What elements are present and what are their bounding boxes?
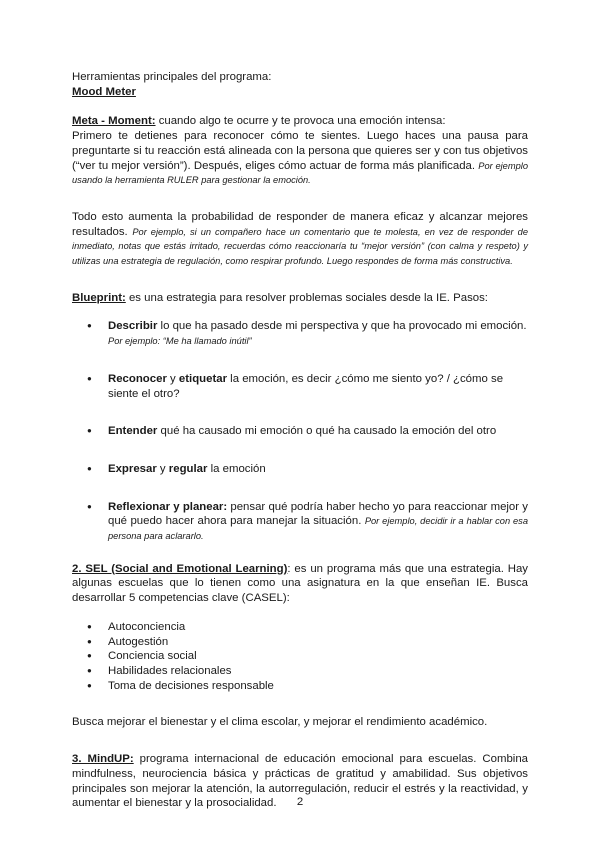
- blueprint-steps: [72, 319, 528, 543]
- list-item: ● Conciencia social: [72, 649, 528, 664]
- sel-label: 2. SEL (Social and Emotional Learning): [72, 562, 288, 575]
- step-keyword: Describir: [108, 320, 158, 333]
- meta-moment-paragraph: [72, 129, 528, 188]
- step-keyword: Reconocer: [108, 372, 167, 385]
- mood-meter-heading: Mood Meter: [72, 85, 136, 98]
- step-text: qué ha causado mi emoción o qué ha causado la emoción del otro: [157, 425, 497, 438]
- meta-moment-example: Por ejemplo usando la herramienta RULER para gestionar la emoción.: [72, 160, 528, 186]
- list-item: [72, 500, 528, 544]
- todo-text: Todo esto aumenta la probabilidad de responder de manera eficaz y alcanzar mejores resultados.: [72, 210, 528, 238]
- document-body: [72, 70, 528, 811]
- page-number: 2: [296, 796, 304, 808]
- step-text: y: [166, 372, 179, 385]
- list-item: ● Toma de decisiones responsable: [72, 679, 528, 694]
- mindup-text: programa internacional de educación emocional para escuelas. Combina mindfulness, neurociencia básica y prácticas de gratitud y amabilidad. Sus objetivos principales son mejorar la atención, la autorregulación, reducir el estrés y la reactividad, y aumentar el bienestar y la prosocialidad.: [72, 753, 528, 810]
- blueprint-label: Blueprint:: [72, 291, 126, 304]
- todo-example: Por ejemplo, si un compañero hace un comentario que te molesta, en vez de responder de inmediato, notas que estás irritado, recuerdas cómo reaccionaría tu “mejor versión” (con calma y respeto) y utilizas una estrategia de regulación, como respirar profundo. Luego respondes de forma más constructiva.: [72, 226, 528, 267]
- step-text: y: [156, 462, 169, 475]
- step-example: Por ejemplo, decidir ir a hablar con esa persona para aclararlo.: [108, 516, 529, 542]
- list-item: [72, 462, 528, 477]
- step-keyword: Reflexionar y planear:: [108, 500, 228, 513]
- step-keyword-2: regular: [168, 462, 208, 475]
- blueprint-line: [72, 291, 528, 306]
- step-text: pensar qué podría haber hecho yo para reaccionar mejor y qué puedo hacer ahora para manejar la situación.: [108, 500, 528, 528]
- list-item: [72, 319, 528, 348]
- meta-moment-label: Meta - Moment:: [72, 115, 156, 128]
- meta-moment-intro: cuando algo te ocurre y te provoca una emoción intensa:: [155, 115, 446, 128]
- list-item: [72, 424, 528, 439]
- meta-moment-heading-line: [72, 114, 528, 129]
- list-item: ● Autogestión: [72, 635, 528, 650]
- list-item: ● Habilidades relacionales: [72, 664, 528, 679]
- step-text-2: la emoción, es decir ¿cómo me siento yo? / ¿cómo se siente el otro?: [108, 372, 504, 400]
- todo-paragraph: [72, 210, 528, 269]
- list-item: ● Autoconciencia: [72, 620, 528, 635]
- step-text-2: la emoción: [207, 462, 266, 475]
- competencias-list: [72, 620, 528, 694]
- mindup-label: 3. MindUP:: [72, 753, 134, 766]
- sel-goal: Busca mejorar el bienestar y el clima escolar, y mejorar el rendimiento académico.: [72, 716, 488, 729]
- step-text: lo que ha pasado desde mi perspectiva y que ha provocado mi emoción.: [157, 320, 527, 333]
- sel-text: : es un programa más que una estrategia. Hay algunas escuelas que lo tienen como una asignatura en la que enseñan IE. Busca desarrollar 5 competencias clave (CASEL):: [72, 562, 528, 605]
- step-keyword-2: etiquetar: [178, 372, 228, 385]
- blueprint-text: es una estrategia para resolver problemas sociales desde la IE. Pasos:: [125, 291, 488, 304]
- step-example: Por ejemplo: “Me ha llamado inútil”: [108, 336, 252, 347]
- list-item: [72, 372, 528, 401]
- step-keyword: Entender: [108, 425, 158, 438]
- sel-paragraph: [72, 562, 528, 606]
- step-keyword: Expresar: [108, 462, 157, 475]
- meta-moment-text: Primero te detienes para reconocer cómo te sientes. Luego haces una pausa para preguntarte si tu reacción está alineada con la persona que quieres ser y con tus objetivos (“ver tu mejor versión”). Después, eliges cómo actuar de forma más planificada.: [72, 130, 528, 172]
- intro-line: Herramientas principales del programa:: [72, 71, 272, 83]
